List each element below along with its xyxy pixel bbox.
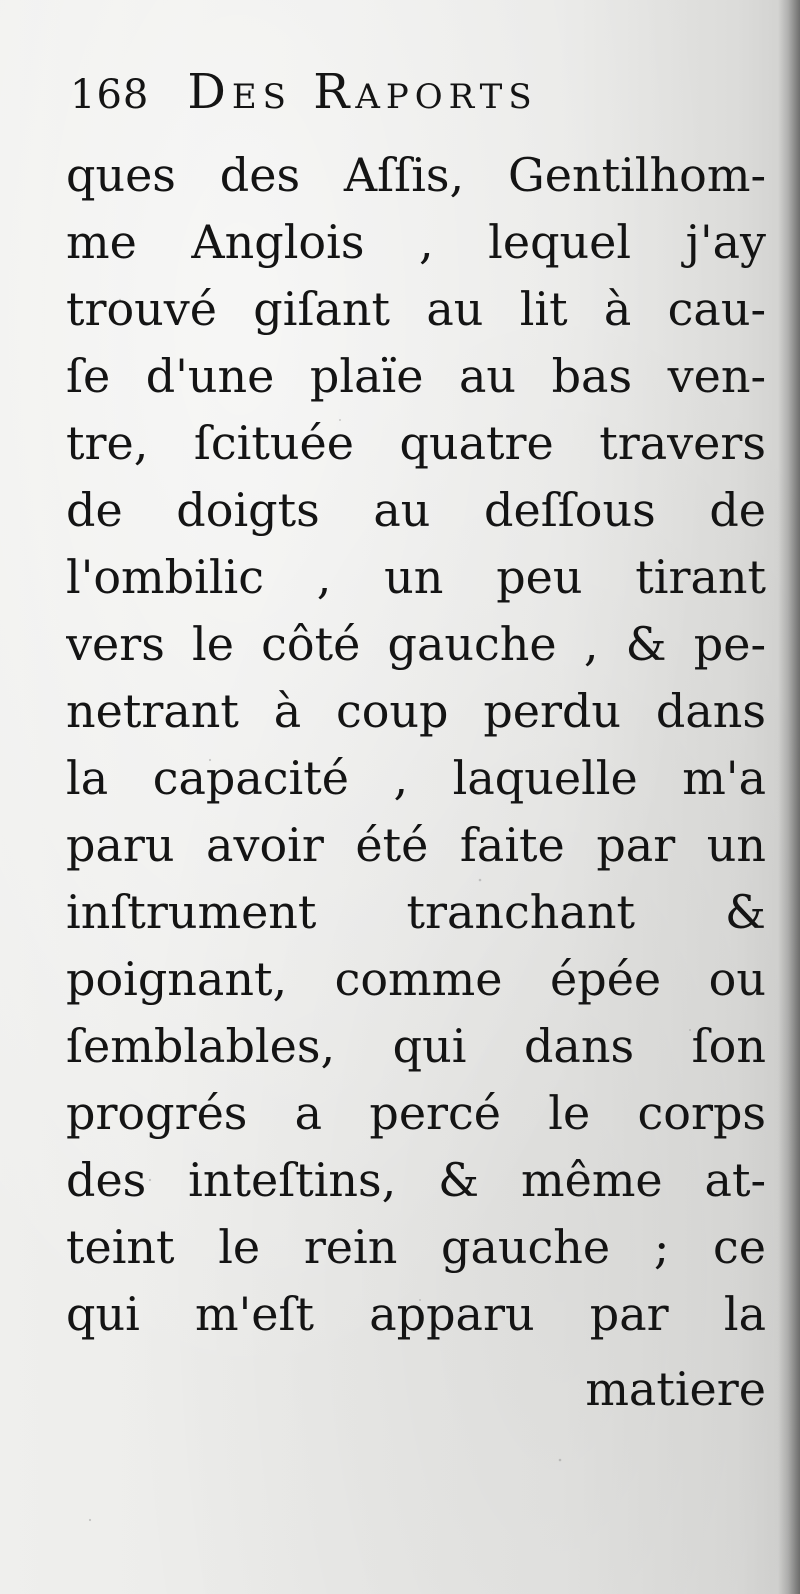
page-edge-shadow (778, 0, 800, 1594)
text-line: poignant, comme épée ou (66, 952, 766, 1006)
page-header (70, 64, 770, 144)
page-number: 168 (70, 72, 150, 118)
text-line: me Anglois , lequel j'ay (66, 215, 766, 269)
catchword: matiere (585, 1362, 766, 1416)
text-line: trouvé giſant au lit à cau- (66, 282, 766, 336)
text-line: ſemblables, qui dans ſon (66, 1019, 766, 1073)
text-line: ques des Aſſis, Gentilhom- (66, 148, 766, 202)
text-line: inſtrument tranchant & (66, 885, 766, 939)
text-line: la capacité , laquelle m'a (66, 751, 766, 805)
text-line: paru avoir été faite par un (66, 818, 766, 872)
text-line: des inteſtins, & même at- (66, 1153, 766, 1207)
text-line: teint le rein gauche ; ce (66, 1220, 766, 1274)
text-line: netrant à coup perdu dans (66, 684, 766, 738)
text-line: qui m'eſt apparu par la (66, 1287, 766, 1341)
text-line: l'ombilic , un peu tirant (66, 550, 766, 604)
body-text (66, 142, 766, 1423)
text-line: tre, ſcituée quatre travers (66, 416, 766, 470)
text-line: vers le côté gauche , & pe- (66, 617, 766, 671)
running-title: Des Raports (187, 64, 538, 120)
text-line: ſe d'une plaïe au bas ven- (66, 349, 766, 403)
text-line: progrés a percé le corps (66, 1086, 766, 1140)
text-line: de doigts au deſſous de (66, 483, 766, 537)
